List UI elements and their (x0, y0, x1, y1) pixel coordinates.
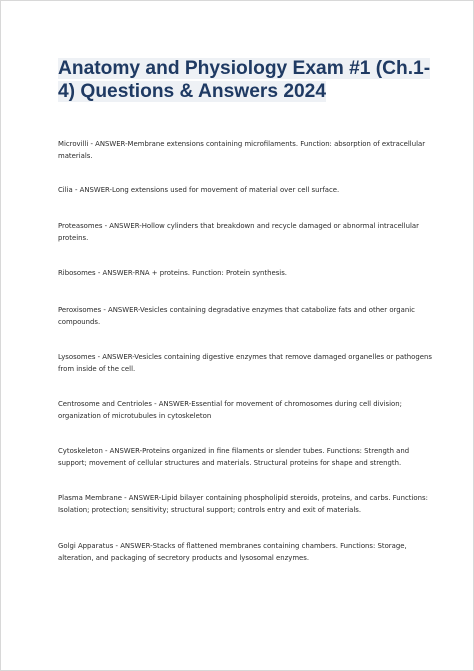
document-title (58, 57, 432, 103)
qa-item-peroxisomes: Peroxisomes - ANSWER-Vesicles containing degradative enzymes that catabolize fats and other organic compounds. (58, 306, 415, 326)
qa-item-ribosomes: Ribosomes - ANSWER-RNA + proteins. Function: Protein synthesis. (58, 269, 287, 277)
qa-item-microvilli: Microvilli - ANSWER-Membrane extensions containing microfilaments. Function: absorption of extracellular materials. (58, 140, 426, 160)
qa-item-cilia: Cilia - ANSWER-Long extensions used for movement of material over cell surface. (58, 186, 340, 194)
qa-item-proteasomes: Proteasomes - ANSWER-Hollow cylinders that breakdown and recycle damaged or abnormal intracellular proteins. (58, 222, 419, 242)
qa-item-golgi-apparatus: Golgi Apparatus - ANSWER-Stacks of flattened membranes containing chambers. Functions: Storage, alteration, and packaging of secretory products and lysosomal enzymes. (58, 542, 407, 562)
qa-item-lysosomes: Lysosomes - ANSWER-Vesicles containing digestive enzymes that remove damaged organelles or pathogens from inside of the cell. (58, 353, 432, 373)
qa-item-cytoskeleton: Cytoskeleton - ANSWER-Proteins organized in fine filaments or slender tubes. Functions: Strength and support; movement of cellular structures and materials. Structural proteins for shape and strength. (58, 447, 410, 467)
document-title-text: Anatomy and Physiology Exam #1 (Ch.1-4) Questions & Answers 2024 (58, 58, 431, 102)
qa-item-plasma-membrane: Plasma Membrane - ANSWER-Lipid bilayer containing phospholipid steroids, proteins, and carbs. Functions: Isolation; protection; sensitivity; structural support; controls entry and exit of materials. (58, 494, 428, 514)
qa-item-centrosome: Centrosome and Centrioles - ANSWER-Essential for movement of chromosomes during cell division; organization of microtubules in cytoskeleton (58, 400, 402, 420)
